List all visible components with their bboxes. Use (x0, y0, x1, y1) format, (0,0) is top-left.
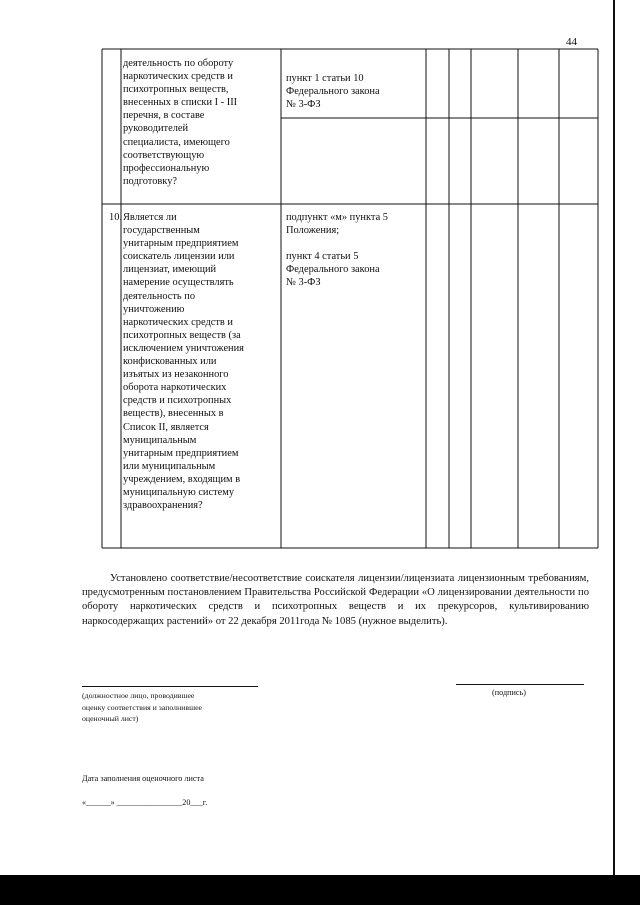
table-cell-question: Является ли государственным унитарным предприятием соискатель лицензии или лицензиат, имеющий намерение осуществлять деятельность по уничтожению наркотических средств и психотропных веществ (за исключением уничтожения конфискованных или изъятых из незаконного оборота наркотических средств и психотропных веществ), внесенных в Список II, является муниципальным унитарным предприятием или муниципальным учреждением, входящим в муниципальную систему здравоохранения? (123, 212, 244, 512)
official-signature-line (82, 686, 258, 687)
table-cell-legal-basis: подпункт «м» пункта 5 Положения; пункт 4 статьи 5 Федерального закона № 3-ФЗ (286, 212, 388, 289)
scan-footer-band (0, 875, 640, 905)
table-cell-question: деятельность по обороту наркотических средств и психотропных веществ, внесенных в списки I - III перечня, в составе руководителей специалиста, имеющего соответствующую профессиональную подготовку? (123, 58, 238, 187)
signature-line (456, 684, 584, 685)
date-template: «______» ________________20___г. (82, 798, 208, 807)
table-cell-legal-basis: пункт 1 статьи 10 Федерального закона № 3-ФЗ (286, 73, 380, 111)
official-caption: (должностное лицо, проводившее оценку соответствия и заполнившее оценочный лист) (82, 691, 203, 724)
conclusion-paragraph: Установлено соответствие/несоответствие соискателя лицензии/лицензиата лицензионным требованиям, предусмотренным постановлением Правительства Российской Федерации «О лицензировании деятельности по обороту наркотических средств и психотропных веществ и их прекурсоров, культивированию наркосодержащих растений» от 22 декабря 2011года № 1085 (нужное выделить). (82, 573, 589, 627)
page-number: 44 (566, 36, 577, 48)
signature-caption: (подпись) (492, 688, 526, 697)
table-cell-number: 10. (109, 212, 122, 223)
date-caption: Дата заполнения оценочного листа (82, 774, 204, 783)
